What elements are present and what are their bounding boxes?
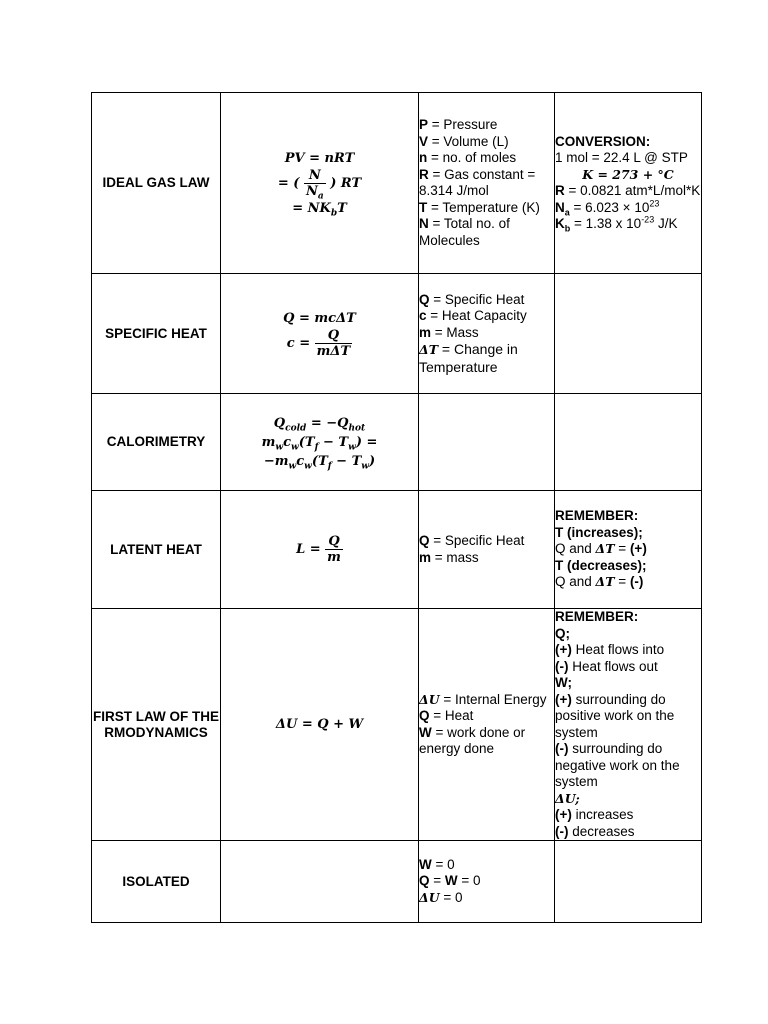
equation-ideal-gas-law: PV = nRT = ( $\frac{N}{N_a}$ ) RT = $NK_bT$ xyxy=(221,93,419,274)
variables-specific-heat: Q = Specific Heat c = Heat Capacity m = Mass ΔT = Change in Temperature xyxy=(419,274,555,394)
notes-ideal-gas-law: CONVERSION: 1 mol = 22.4 L @ STP K = 273 + °C R = 0.0821 atm*L/mol*K $N_a = 6.023 \times 10^{23}$ $K_b = 1.38$ x $10^{-23}$ J/K xyxy=(555,93,702,274)
row-latent-heat xyxy=(92,491,702,609)
notes-calorimetry xyxy=(555,394,702,491)
row-first-law xyxy=(92,609,702,841)
formula-table xyxy=(91,92,702,923)
row-calorimetry xyxy=(92,394,702,491)
topic-calorimetry: CALORIMETRY xyxy=(92,394,221,491)
topic-specific-heat: SPECIFIC HEAT xyxy=(92,274,221,394)
notes-latent-heat: REMEMBER: T (increases); Q and ΔT = (+) T (decreases); Q and ΔT = (-) xyxy=(555,491,702,609)
variables-ideal-gas-law: P = Pressure V = Volume (L) n = no. of moles R = Gas constant = 8.314 J/mol T = Temperature (K) N = Total no. of Molecules xyxy=(419,93,555,274)
equation-first-law: ΔU = Q + W xyxy=(221,609,419,841)
variables-isolated: W = 0 Q = W = 0 ΔU = 0 xyxy=(419,841,555,923)
variables-latent-heat: Q = Specific Heat m = mass xyxy=(419,491,555,609)
notes-specific-heat xyxy=(555,274,702,394)
variables-calorimetry xyxy=(419,394,555,491)
row-isolated xyxy=(92,841,702,923)
topic-isolated: ISOLATED xyxy=(92,841,221,923)
row-specific-heat xyxy=(92,274,702,394)
topic-latent-heat: LATENT HEAT xyxy=(92,491,221,609)
variables-first-law: ΔU = Internal Energy Q = Heat W = work done or energy done xyxy=(419,609,555,841)
equation-latent-heat: L = $\frac{Q}{m}$ xyxy=(221,491,419,609)
notes-isolated xyxy=(555,841,702,923)
equation-calorimetry: $Q_{cold} = -Q_{hot}$ $m_wc_w(T_f - T_w)$ = $-m_wc_w(T_f - T_w)$ xyxy=(221,394,419,491)
topic-ideal-gas-law: IDEAL GAS LAW xyxy=(92,93,221,274)
equation-specific-heat: Q = mcΔT c = $\frac{Q}{\text{mΔT}}$ xyxy=(221,274,419,394)
equation-isolated xyxy=(221,841,419,923)
notes-first-law: REMEMBER: Q; (+) Heat flows into (-) Heat flows out W; (+) surrounding do positive work on the system (-) surrounding do negative work on the system ΔU; (+) increases (-) decreases xyxy=(555,609,702,841)
row-ideal-gas-law xyxy=(92,93,702,274)
topic-first-law: FIRST LAW OF THERMODYNAMICS xyxy=(92,609,221,841)
